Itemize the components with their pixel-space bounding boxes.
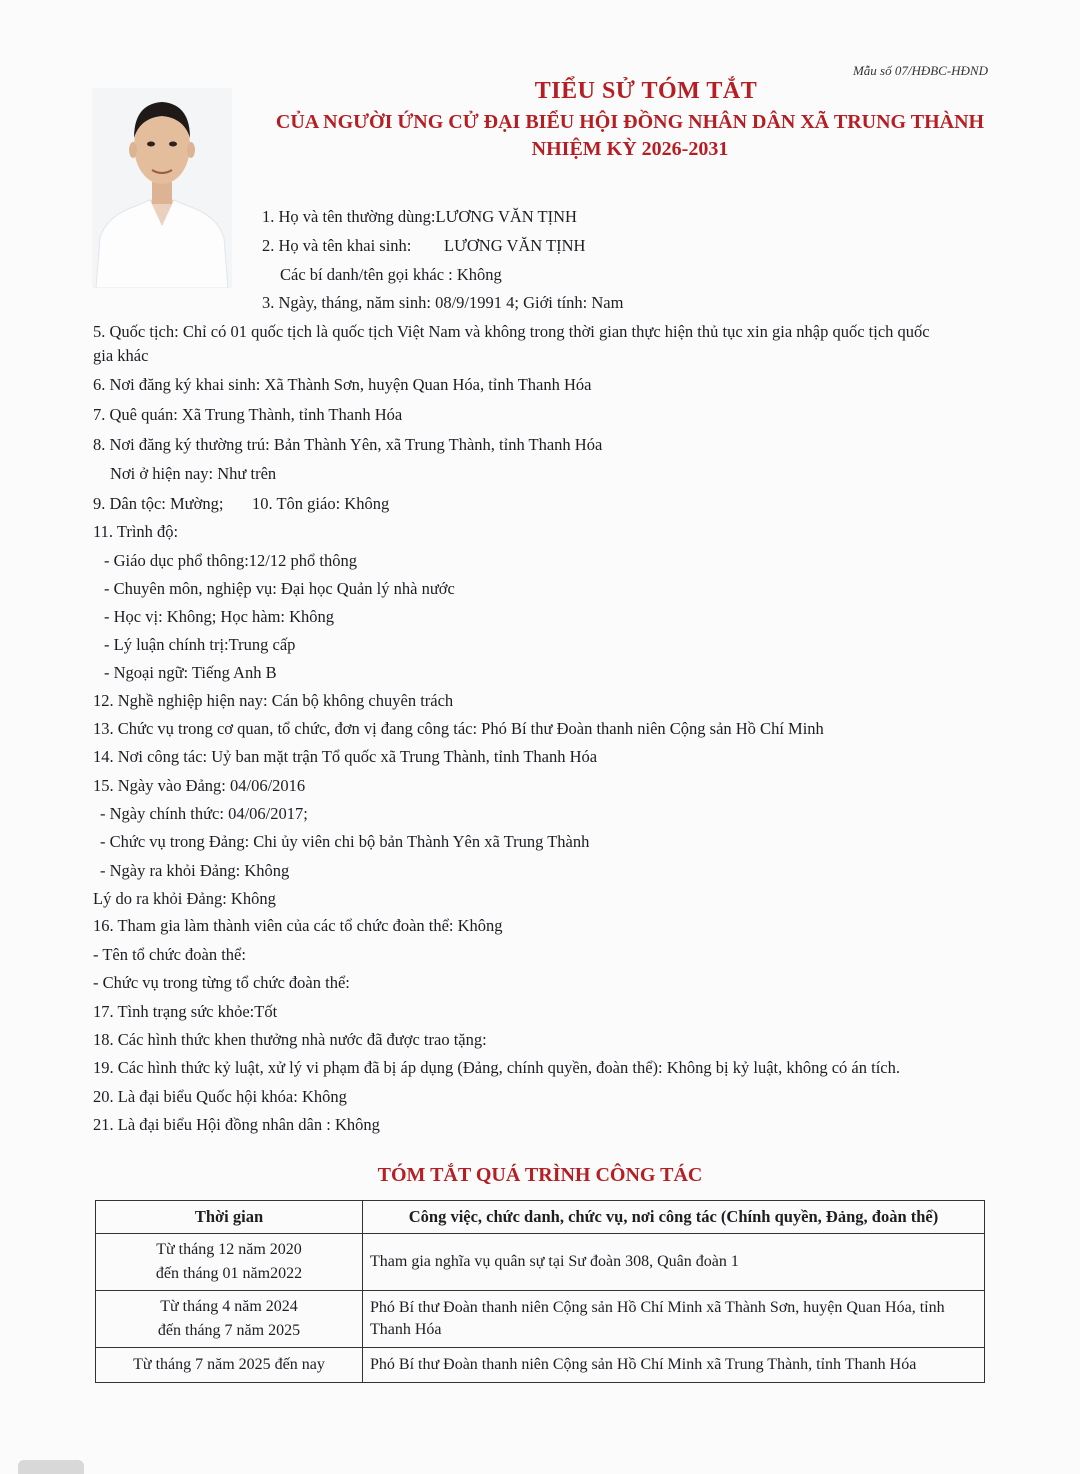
form-number: Mẫu số 07/HĐBC-HĐND bbox=[852, 63, 988, 78]
field-specialty: - Chuyên môn, nghiệp vụ: Đại học Quản lý nhà nước bbox=[104, 579, 455, 598]
row-time bbox=[96, 1291, 363, 1348]
field-organization-positions: - Chức vụ trong từng tổ chức đoàn thể: bbox=[93, 973, 350, 992]
field-education-header: 11. Trình độ: bbox=[93, 522, 179, 541]
field-party-leave-reason: Lý do ra khỏi Đảng: Không bbox=[93, 889, 276, 908]
field-party-join: 15. Ngày vào Đảng: 04/06/2016 bbox=[93, 776, 306, 795]
header-time: Thời gian bbox=[96, 1201, 363, 1234]
field-workplace: 14. Nơi công tác: Uỷ ban mặt trận Tổ quốc xã Trung Thành, tỉnh Thanh Hóa bbox=[93, 747, 598, 766]
field-aliases: Các bí danh/tên gọi khác : Không bbox=[280, 265, 502, 284]
field-discipline: 19. Các hình thức kỷ luật, xử lý vi phạm đã bị áp dụng (Đảng, chính quyền, đoàn thể): Không bị kỷ luật, không có án tích. bbox=[93, 1058, 900, 1077]
field-organization-names: - Tên tổ chức đoàn thể: bbox=[93, 945, 246, 964]
field-party-official: - Ngày chính thức: 04/06/2017; bbox=[100, 804, 308, 823]
row-time-to: đến tháng 7 năm 2025 bbox=[157, 1322, 301, 1339]
table-row bbox=[96, 1348, 985, 1383]
row-time-from: Từ tháng 12 năm 2020 bbox=[156, 1241, 302, 1258]
row-description: Phó Bí thư Đoàn thanh niên Cộng sản Hồ Chí Minh xã Thành Sơn, huyện Quan Hóa, tỉnh Thanh Hóa bbox=[363, 1291, 985, 1348]
field-nationality-cont: gia khác bbox=[93, 346, 149, 365]
field-current-residence: Nơi ở hiện nay: Như trên bbox=[110, 464, 277, 483]
row-time-to: đến tháng 01 năm2022 bbox=[155, 1265, 303, 1282]
field-permanent-residence: 8. Nơi đăng ký thường trú: Bản Thành Yên, xã Trung Thành, tỉnh Thanh Hóa bbox=[93, 435, 603, 454]
field-national-assembly: 20. Là đại biểu Quốc hội khóa: Không bbox=[93, 1087, 347, 1106]
field-party-position: - Chức vụ trong Đảng: Chi ủy viên chi bộ bản Thành Yên xã Trung Thành bbox=[100, 832, 590, 851]
field-general-education: - Giáo dục phổ thông:12/12 phổ thông bbox=[104, 551, 357, 570]
work-history-table bbox=[95, 1200, 985, 1383]
row-description: Phó Bí thư Đoàn thanh niên Cộng sản Hồ Chí Minh xã Trung Thành, tỉnh Thanh Hóa bbox=[363, 1348, 985, 1383]
scroll-handle bbox=[18, 1460, 84, 1474]
field-ethnicity: 9. Dân tộc: Mường; bbox=[93, 494, 224, 513]
row-time bbox=[96, 1234, 363, 1291]
field-hometown: 7. Quê quán: Xã Trung Thành, tỉnh Thanh Hóa bbox=[93, 405, 403, 424]
field-political-theory: - Lý luận chính trị:Trung cấp bbox=[104, 635, 296, 654]
field-peoples-council: 21. Là đại biểu Hội đồng nhân dân : Không bbox=[93, 1115, 380, 1134]
row-time bbox=[96, 1348, 363, 1383]
table-row bbox=[96, 1291, 985, 1348]
work-history-title: TÓM TẮT QUÁ TRÌNH CÔNG TÁC bbox=[377, 1164, 703, 1186]
table-header-row bbox=[96, 1201, 985, 1234]
field-organizations: 16. Tham gia làm thành viên của các tổ chức đoàn thể: Không bbox=[93, 916, 503, 935]
document-subtitle: CỦA NGƯỜI ỨNG CỬ ĐẠI BIỂU HỘI ĐỒNG NHÂN DÂN XÃ TRUNG THÀNH bbox=[275, 111, 985, 133]
field-health: 17. Tình trạng sức khỏe:Tốt bbox=[93, 1002, 278, 1021]
portrait-image bbox=[92, 88, 232, 288]
field-name-birth-value: LƯƠNG VĂN TỊNH bbox=[444, 236, 586, 255]
field-religion: 10. Tôn giáo: Không bbox=[252, 494, 390, 513]
document-term: NHIỆM KỲ 2026-2031 bbox=[531, 138, 729, 160]
field-foreign-language: - Ngoại ngữ: Tiếng Anh B bbox=[104, 663, 277, 682]
row-time-from: Từ tháng 7 năm 2025 đến nay bbox=[133, 1356, 325, 1373]
field-nationality: 5. Quốc tịch: Chỉ có 01 quốc tịch là quốc tịch Việt Nam và không trong thời gian thực hiện thủ tục xin gia nhập quốc tịch quốc bbox=[93, 322, 930, 341]
table-row bbox=[96, 1234, 985, 1291]
field-awards: 18. Các hình thức khen thưởng nhà nước đã được trao tặng: bbox=[93, 1030, 487, 1049]
row-description: Tham gia nghĩa vụ quân sự tại Sư đoàn 308, Quân đoàn 1 bbox=[363, 1234, 985, 1291]
document-title: TIỂU SỬ TÓM TẮT bbox=[534, 78, 758, 104]
field-occupation: 12. Nghề nghiệp hiện nay: Cán bộ không chuyên trách bbox=[93, 691, 454, 710]
document-header bbox=[240, 78, 1020, 161]
field-name-common: 1. Họ và tên thường dùng:LƯƠNG VĂN TỊNH bbox=[262, 207, 577, 226]
row-time-from: Từ tháng 4 năm 2024 bbox=[160, 1298, 298, 1315]
field-position: 13. Chức vụ trong cơ quan, tổ chức, đơn vị đang công tác: Phó Bí thư Đoàn thanh niên Cộng sản Hồ Chí Minh bbox=[93, 719, 824, 738]
field-degree: - Học vị: Không; Học hàm: Không bbox=[104, 607, 335, 626]
field-birth-registration: 6. Nơi đăng ký khai sinh: Xã Thành Sơn, huyện Quan Hóa, tỉnh Thanh Hóa bbox=[93, 375, 592, 394]
field-party-leave: - Ngày ra khỏi Đảng: Không bbox=[100, 861, 290, 880]
field-name-birth-label: 2. Họ và tên khai sinh: bbox=[262, 236, 412, 255]
field-dob: 3. Ngày, tháng, năm sinh: 08/9/1991 4; Giới tính: Nam bbox=[262, 293, 624, 312]
candidate-photo bbox=[92, 88, 232, 288]
header-description: Công việc, chức danh, chức vụ, nơi công tác (Chính quyền, Đảng, đoàn thể) bbox=[363, 1201, 985, 1234]
